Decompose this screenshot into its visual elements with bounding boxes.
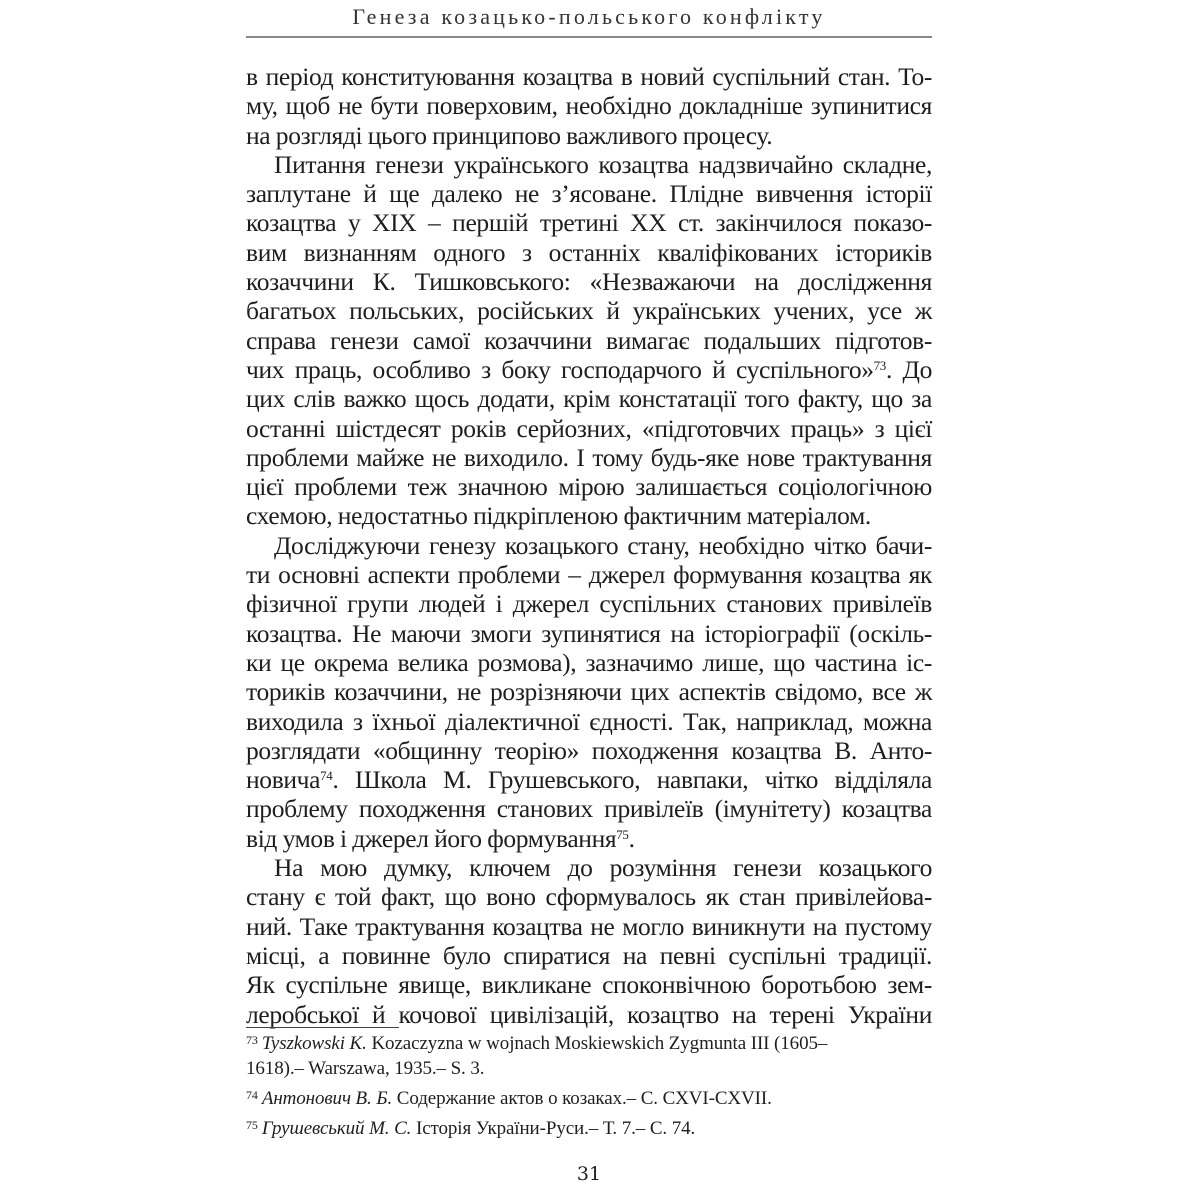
text-line: [246, 501, 932, 530]
line-text: в період конституювання козацтва в новий суспільний стан. То-: [246, 62, 932, 91]
line-text: проблеми майже не виходило. І тому будь-яке нове трактування: [246, 442, 932, 472]
line-text: новича: [246, 765, 321, 795]
line-text: козацтва. Не маючи змоги зупинятися на історіографії (оскіль-: [246, 618, 932, 648]
text-line: [246, 91, 932, 120]
line-text: на розгляді цього принципово важливого процесу.: [246, 120, 773, 150]
footnote-reference[interactable]: 74: [320, 768, 333, 784]
text-line: [246, 326, 932, 355]
text-line: [246, 794, 932, 823]
text-line: [246, 296, 932, 325]
header-rule: [246, 36, 932, 38]
text-line: [246, 707, 932, 736]
text-line: [246, 853, 932, 882]
line-text: місці, а повинне було спиратися на певні суспільні традиції.: [246, 940, 932, 970]
text-line: [246, 882, 932, 911]
line-text: Досліджуючи генезу козацького стану, необхідно чітко бачи-: [274, 530, 932, 560]
footnote-reference[interactable]: 73: [873, 357, 886, 373]
footnote-item: [246, 1031, 932, 1081]
footnote-text: Історія України-Руси.– Т. 7.– С. 74.: [415, 1118, 696, 1139]
footnote-item: [246, 1116, 932, 1141]
footnote-text: 1618).– Warszawa, 1935.– S. 3.: [246, 1058, 485, 1079]
line-text: вим визнанням одного з останніх кваліфікованих істориків: [246, 237, 932, 267]
line-text: цієї проблеми теж значною мірою залишається соціологічною: [246, 472, 932, 502]
text-line: [246, 619, 932, 648]
line-text: цих слів важко щось додати, крім констатації того факту, що за: [246, 384, 932, 414]
text-line: [246, 443, 932, 472]
line-text: проблему походження станових привілеїв (імунітету) козацтва: [246, 794, 932, 824]
footnote-line: [246, 1056, 932, 1081]
line-text-continued: . Школа М. Грушевського, навпаки, чітко відділяла: [332, 765, 932, 795]
line-text: леробської й кочової цивілізацій, козацтво на терені України: [246, 999, 932, 1029]
text-line: [246, 121, 932, 150]
line-text: схемою, недостатньо підкріпленою фактичним матеріалом.: [246, 501, 871, 531]
text-line: [246, 62, 932, 91]
line-text-continued: .: [628, 823, 635, 853]
text-line: [246, 941, 932, 970]
text-line: [246, 736, 932, 765]
text-line: [246, 531, 932, 560]
footnote-item: [246, 1086, 932, 1111]
line-text: ки це окрема велика розмова), зазначимо лише, що частина іс-: [246, 647, 932, 677]
footnote-author: Антонович В. Б.: [261, 1088, 393, 1109]
text-line: [246, 414, 932, 443]
text-line: [246, 912, 932, 941]
line-text: козаччини К. Тишковського: «Незважаючи на дослідження: [246, 267, 932, 297]
footnote-separator: [246, 1027, 399, 1028]
line-text: На мою думку, ключем до розуміння генези козацького: [274, 853, 932, 883]
line-text: виходила з їхньої діалектичної єдності. Так, наприклад, можна: [246, 706, 932, 736]
footnote-line: [246, 1116, 932, 1141]
line-text: козацтва у XIX – першій третині XX ст. закінчилося показо-: [246, 208, 932, 238]
text-line: [246, 384, 932, 413]
line-text: Як суспільне явище, викликане споконвічною боротьбою зем-: [246, 970, 932, 1000]
running-head: Генеза козацько-польського конфлікту: [352, 4, 826, 29]
text-line: [246, 238, 932, 267]
line-text: заплутане й ще далеко не з’ясоване. Плідне вивчення історії: [246, 179, 932, 209]
text-line: [246, 208, 932, 237]
line-text: розглядати «общинну теорію» походження козацтва В. Анто-: [246, 735, 932, 765]
line-text: від умов і джерел його формування: [246, 823, 617, 853]
footnote-line: [246, 1031, 932, 1056]
text-line: [246, 589, 932, 618]
footnotes: [246, 1031, 932, 1146]
text-line: [246, 267, 932, 296]
line-text: стану є той факт, що воно сформувалось як стан привілейова-: [246, 882, 932, 912]
text-line: [246, 472, 932, 501]
line-text: ториків козаччини, не розрізняючи цих аспектів свідомо, все ж: [246, 677, 932, 707]
line-text: справа генези самої козаччини вимагає подальших підготов-: [246, 325, 932, 355]
line-text: чих праць, особливо з боку господарчого й суспільного»: [246, 354, 874, 384]
text-line: [246, 150, 932, 179]
footnote-number: 74: [246, 1088, 258, 1102]
line-text: багатьох польських, російських й українських учених, усе ж: [246, 296, 932, 326]
line-text: ний. Таке трактування козацтва не могло виникнути на пустому: [246, 911, 932, 941]
footnote-number: 75: [246, 1118, 258, 1132]
page-number: 31: [576, 1163, 602, 1185]
line-text: Питання генези українського козацтва надзвичайно складне,: [274, 149, 932, 179]
line-text-continued: . До: [885, 354, 932, 384]
text-line: [246, 648, 932, 677]
line-text: ти основні аспекти проблеми – джерел формування козацтва як: [246, 560, 932, 590]
body-text: [246, 62, 932, 1029]
line-text: фізичної групи людей і джерел суспільних станових привілеїв: [246, 589, 932, 619]
footnote-text: Содержание актов о козаках.– С. CXVI-CXVII.: [396, 1088, 772, 1109]
line-text: останні шістдесят років серйозних, «підготовчих праць» з цієї: [246, 413, 932, 443]
text-line: [246, 1000, 932, 1029]
footnote-number: 73: [246, 1033, 258, 1047]
book-page: [246, 0, 932, 1200]
footnote-author: Грушевський М. С.: [261, 1118, 412, 1139]
text-line: [246, 179, 932, 208]
text-line: [246, 355, 932, 384]
text-line: [246, 677, 932, 706]
footnote-reference[interactable]: 75: [616, 826, 629, 842]
text-line: [246, 560, 932, 589]
line-text: му, щоб не бути поверховим, необхідно докладніше зупинитися: [246, 91, 932, 121]
footnote-author: Tyszkowski K.: [261, 1033, 367, 1054]
footnote-text: Kozaczyzna w wojnach Moskiewskich Zygmunta III (1605–: [371, 1033, 828, 1054]
text-line: [246, 970, 932, 999]
text-line: [246, 765, 932, 794]
text-line: [246, 824, 932, 853]
footnote-line: [246, 1086, 932, 1111]
